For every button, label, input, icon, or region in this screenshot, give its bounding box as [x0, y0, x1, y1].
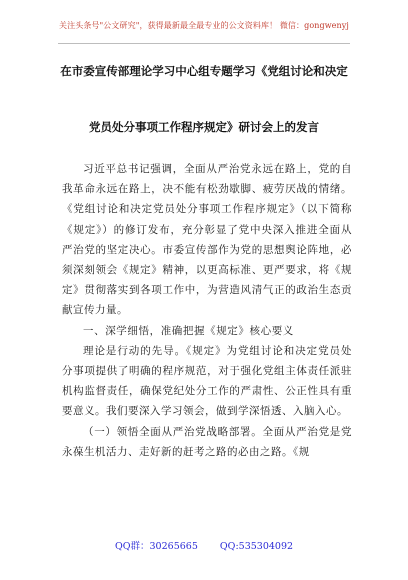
section-heading: 一、深学细悟，准确把握《规定》核心要义 [83, 324, 294, 337]
header-note: 关注头条号"公文研究"，获得最新最全最专业的公文资料库！ 微信：gongwenyj [59, 21, 349, 30]
paragraph: 理论是行动的先导。《规定》为党组讨论和决定党员处分事项提供了明确的程序规范，对于强化党组主体责任派驻机构监督责任，确保党纪处分工作的严肃性、公正性具有重要意义。我们要深入学习领会，做到学深悟透、入脑入心。 [62, 344, 352, 418]
footer-contact [0, 538, 408, 552]
document-title-line-1: 在市委宣传部理论学习中心组专题学习《党组讨论和决定 [60, 64, 348, 78]
paragraph: （一）领悟全面从严治党战略部署。全面从严治党是党永葆生机活力、走好新的赶考之路的必由之路。《规 [62, 425, 352, 458]
footer-qq: QQ:535304092 [219, 541, 294, 552]
document-title-line-2: 党员处分事项工作程序规定》研讨会上的发言 [89, 120, 319, 134]
paragraph: 习近平总书记强调，全面从严治党永远在路上，党的自我革命永远在路上，决不能有松劲歇脚、疲劳厌战的情绪。《党组讨论和决定党员处分事项工作程序规定》（以下简称《规定》）的修订发布，充分彰显了党中央深入推进全面从严治党的坚定决心。市委宣传部作为党的思想舆论阵地，必须深刻领会《规定》精神，以更高标准、更严要求，将《规定》贯彻落实到各项工作中，为营造风清气正的政治生态贡献宣传力量。 [62, 163, 352, 317]
header-divider [58, 43, 350, 44]
footer-qq-group: QQ群：30265665 [114, 541, 198, 552]
document-body [62, 159, 352, 462]
